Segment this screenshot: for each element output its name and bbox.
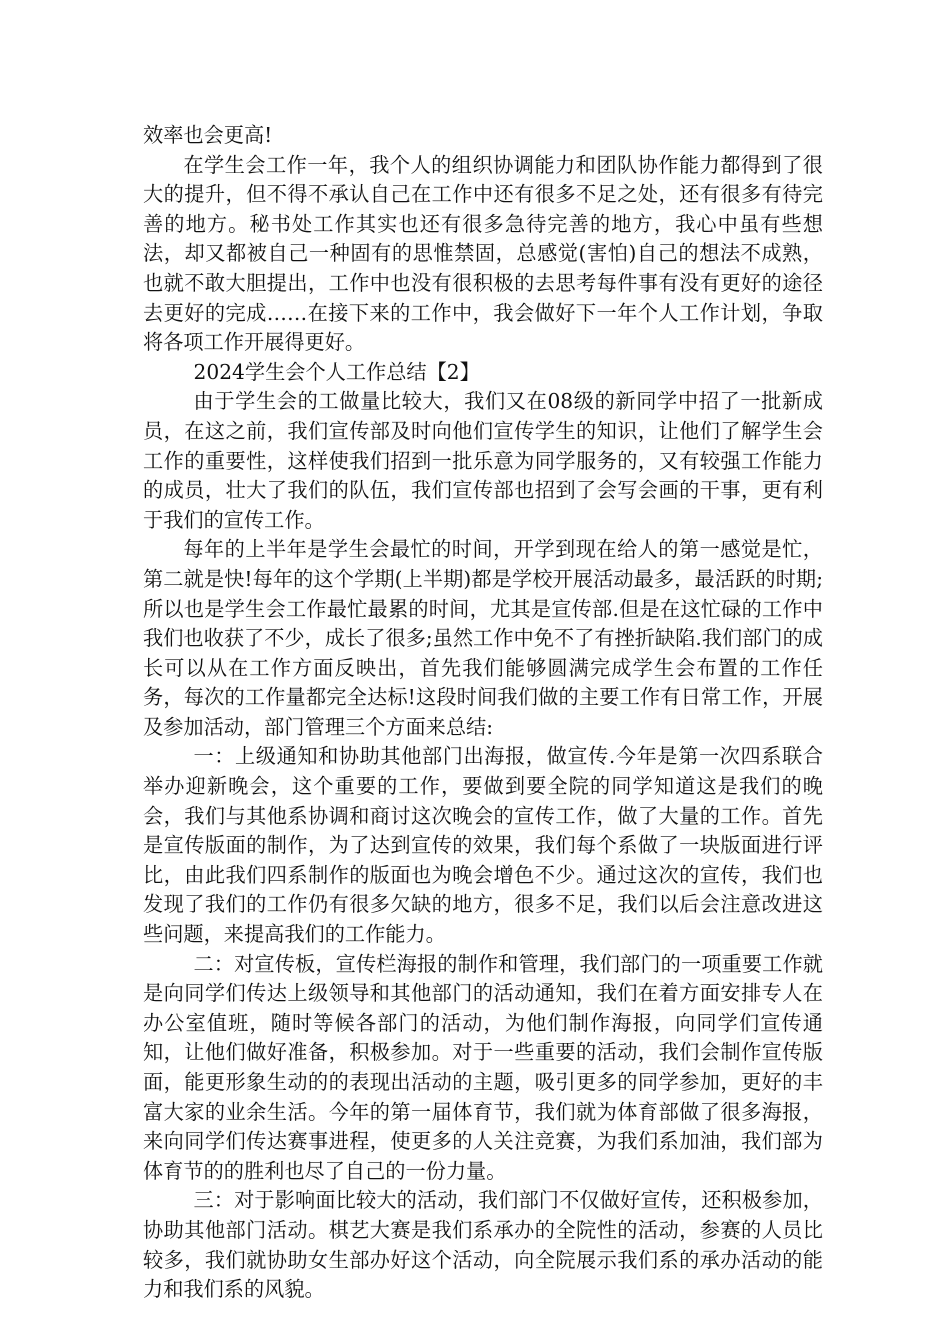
paragraph-semester-overview: 每年的上半年是学生会最忙的时间，开学到现在给人的第一感觉是忙，第二就是快!每年的这个学期(上半期)都是学校开展活动最多，最活跃的时期;所以也是学生会工作最忙最累的时间，尤其是宣传部.但是在这忙碌的工作中我们也收获了不少，成长了很多;虽然工作中免不了有挫折缺陷.我们部门的成长可以从在工作方面反映出，首先我们能够圆满完成学生会布置的工作任务，每次的工作量都完全达标!这段时间我们做的主要工作有日常工作，开展及参加活动，部门管理三个方面来总结: <box>143 537 823 739</box>
paragraph-self-reflection: 在学生会工作一年，我个人的组织协调能力和团队协作能力都得到了很大的提升，但不得不承认自己在工作中还有很多不足之处，还有很多有待完善的地方。秘书处工作其实也还有很多急待完善的地方，我心中虽有些想法，却又都被自己一种固有的思惟禁固，总感觉(害怕)自己的想法不成熟，也就不敢大胆提出，工作中也没有很积极的去思考每件事有没有更好的途径去更好的完成……在接下来的工作中，我会做好下一年个人工作计划，争取将各项工作开展得更好。 <box>143 152 823 355</box>
paragraph-item-three: 三：对于影响面比较大的活动，我们部门不仅做好宣传，还积极参加，协助其他部门活动。棋艺大赛是我们系承办的全院性的活动，参赛的人员比较多，我们就协助女生部办好这个活动，向全院展示我们系的承办活动的能力和我们系的风貌。 <box>143 1188 823 1302</box>
paragraph-recruitment: 由于学生会的工做量比较大，我们又在08级的新同学中招了一批新成员，在这之前，我们宣传部及时向他们宣传学生的知识，让他们了解学生会工作的重要性，这样使我们招到一批乐意为同学服务的，又有较强工作能力的成员，壮大了我们的队伍，我们宣传部也招到了会写会画的干事，更有利于我们的宣传工作。 <box>143 389 823 532</box>
paragraph-item-one: 一：上级通知和协助其他部门出海报，做宣传.今年是第一次四系联合举办迎新晚会，这个重要的工作，要做到要全院的同学知道这是我们的晚会，我们与其他系协调和商讨这次晚会的宣传工作，做了大量的工作。首先是宣传版面的制作，为了达到宣传的效果，我们每个系做了一块版面进行评比，由此我们四系制作的版面也为晚会增色不少。通过这次的宣传，我们也发现了我们的工作仍有很多欠缺的地方，很多不足，我们以后会注意改进这些问题，来提高我们的工作能力。 <box>143 744 823 947</box>
paragraph-item-two: 二：对宣传板，宣传栏海报的制作和管理，我们部门的一项重要工作就是向同学们传达上级领导和其他部门的活动通知，我们在着方面安排专人在办公室值班，随时等候各部门的活动，为他们制作海报，向同学们宣传通知，让他们做好准备，积极参加。对于一些重要的活动，我们会制作宣传版面，能更形象生动的的表现出活动的主题，吸引更多的同学参加，更好的丰富大家的业余生活。今年的第一届体育节，我们就为体育部做了很多海报，来向同学们传达赛事进程，使更多的人关注竞赛，为我们系加油，我们部为体育节的的胜利也尽了自己的一份力量。 <box>143 951 823 1183</box>
section-heading: 2024学生会个人工作总结【2】 <box>193 359 480 384</box>
paragraph-continuation: 效率也会更高! <box>143 123 273 147</box>
document-body <box>143 121 823 1305</box>
